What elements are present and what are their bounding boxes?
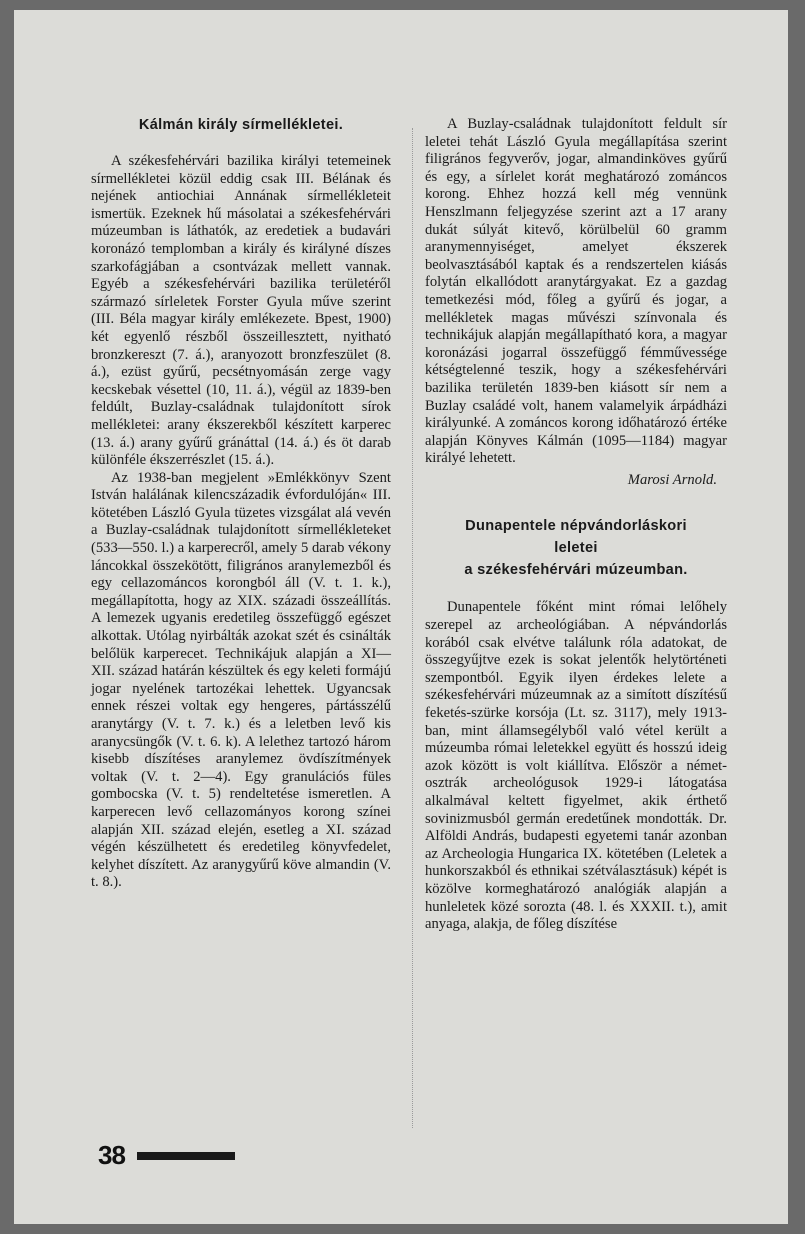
paragraph: A székesfehérvári bazilika királyi tetemeinek sírmellékletei közül eddig csak III. Bélának és nejének antiochiai Annának sírmellékleteit ismertük. Ezeknek hű másolatai a székesfehérvári múzeumban is láthatók, az eredetiek a budavári koronázó templomban a király és királyné díszes szarkofágjában a csontvázak mellett vannak. Egyéb a székesfehérvári bazilika területéről származó sírleletek Forster Gyula műve szerint (III. Béla magyar király emlékezete. Bpest, 1900) két egyenlő részből összeillesztett, nyitható bronzkereszt (7. á.), aranyozott bronzfeszület (8. á.), ezüst gyűrű, pecsétnyomásán zerge vagy kecskebak vésettel (10, 11. á.), végül az 1839-ben feldúlt, Buzlay-családnak tulajdonított sírok mellékletei: arany ékszerekből készített karperec (13. á.) arany gyűrű gránáttal (14. á.) és öt darab különféle ékszerrészlet (15. á.). bbox=[91, 153, 391, 469]
footer-rule bbox=[137, 1152, 235, 1160]
heading-line: a székesfehérvári múzeumban. bbox=[464, 562, 688, 579]
author-signature: Marosi Arnold. bbox=[627, 471, 717, 488]
heading-line: leletei bbox=[554, 540, 598, 557]
page-footer bbox=[98, 1140, 235, 1171]
left-column bbox=[91, 116, 391, 892]
page-number: 38 bbox=[98, 1140, 125, 1170]
paragraph: Dunapentele főként mint római lelőhely szerepel az archeológiában. A népvándorlás korából csak elvétve találunk róla adatokat, de összegyűjtve ezek is sokat jelentők helytörténeti szempontból. Egyik ilyen érdekes lelete a székesfehérvári múzeumnak az a simított díszítésű feketés-szürke korsója (Lt. sz. 3117), mely 1913-ban, mint államsegélyből való vétel került a múzeumba római leletekkel együtt és hosszú ideig azok között is volt kiállítva. Először a német-osztrák archeológusok 1929-i látogatása alkalmával keltett figyelmet, akik érthető sovinizmusból germán eredetűnek mondották. Dr. Alföldi András, budapesti egyetemi tanár azonban az Archeologia Hungarica IX. kötetében (Leletek a hunkorszakból és ethnikai szétválasztásuk) képét is közölve kormeghatározó analógiák alapján a hunleletek közé sorozta (48. l. és XXXII. t.), amit anyaga, alakja, de főleg díszítése bbox=[425, 599, 727, 933]
article-heading-kalman: Kálmán király sírmellékletei. bbox=[138, 117, 344, 133]
paragraph: Az 1938-ban megjelent »Emlékkönyv Szent István halálának kilencszázadik évfordulóján« III. kötetében László Gyula tüzetes vizsgálat alá vevén a Buzlay-családnak tulajdonított sírmellékleteket (533—550. l.) a karperecről, amely 5 darab vékony láncokkal összekötött, filigrános aranylemezből és egy cellazománcos korongból áll (V. t. 1. k.), megállapította, hogy az XIX. századi összeállítás. A lemezek ugyanis eredetileg összefüggő egészet alkottak. Utólag nyirbálták azokat szét és csinálták belőlük karperecet. Technikájuk alapján a XI—XII. század határán készültek és egy keleti formájú jogar nyelének tartozékai lehettek. Ugyancsak ennek részei voltak egy hengeres, pártásszélű aranytárgy (V. t. 7. k.) és a leletben levő kis aranycsüngők (V. t. 6. k). A lelethez tartozó három kisebb díszítéses aranylemez övdíszítmények voltak (V. t. 2—4). Egy granulációs füles gombocska (V. t. 5) rendeltetése ismeretlen. A karperecen levő cellazományos korong színei alapján XII. század elején, esetleg a XI. század végén készülhetett és eredetileg könyvfedelet, kelyhet díszített. Az aranygyűrű köve almandin (V. t. 8.). bbox=[91, 469, 391, 891]
heading-line: Dunapentele népvándorláskori bbox=[465, 518, 687, 535]
right-column bbox=[425, 116, 727, 934]
column-divider bbox=[412, 128, 413, 1128]
paragraph-continued: A Buzlay-családnak tulajdonított feldult sír leletei tehát László Gyula megállapítása szerint filigrános fegyverőv, jogar, almandinköves gyűrű és egy, a sírlelet korát meghatározó zománcos korong. Ehhez hozzá kell még vennünk Henszlmann feljegyzése szerint azt a 17 arany dukát súlyát kitevő, körülbelül 60 gramm aranymennyiséget, amelyet ékszerek beolvasztásából kaptak és a rendszertelen kiásás folytán elkallódott aranytárgyakat. Ez a gazdag temetkezési mód, főleg a gyűrű és jogar, a mellékletek magas művészi színvonala és technikájuk alapján megállapítható kora, a magyar koronázási jogarral összefüggő fémművessége kétségtelenné teszik, hogy a székesfehérvári bazilika területén 1839-ben kiásott sír nem a Buzlay családé volt, hanem valamelyik árpádházi királyunké. A zománcos korong időhatározó értéke alapján Könyves Kálmán (1095—1184) magyar királyé lehetett. bbox=[425, 116, 727, 467]
document-page bbox=[14, 10, 788, 1224]
article-heading-dunapentele bbox=[425, 515, 727, 581]
